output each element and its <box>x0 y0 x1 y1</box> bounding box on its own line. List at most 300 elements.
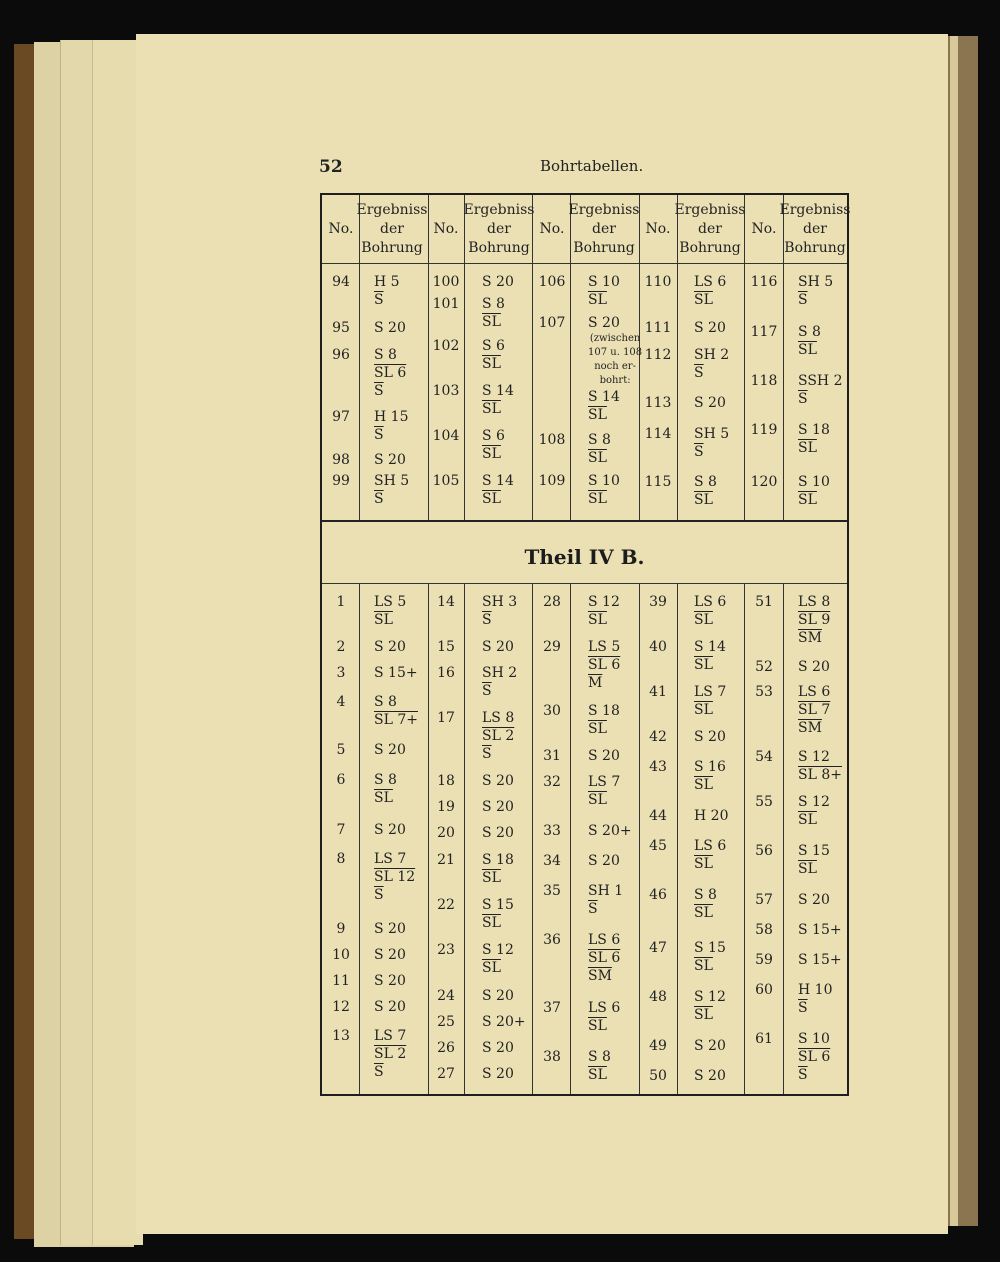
header-no: No. <box>539 221 565 237</box>
row-number: 51 <box>755 594 773 610</box>
column-rule <box>464 584 465 1094</box>
bore-result <box>482 1039 514 1057</box>
result-line: $\overline{SL}$ <box>798 812 817 828</box>
right-page-edge-2 <box>950 36 958 1226</box>
bore-result <box>374 319 406 337</box>
bore-result <box>694 988 726 1024</box>
row-number: 42 <box>649 729 667 745</box>
row-number: 9 <box>336 921 346 937</box>
result-line: $\overline{SL}$ <box>588 721 607 737</box>
result-line: LS 7 <box>374 1028 407 1044</box>
result-line: S 20 <box>694 395 726 411</box>
result-line: $\overline{SM}$ <box>798 630 822 646</box>
result-line: SL 9 <box>798 612 831 628</box>
bore-result <box>588 273 620 309</box>
row-number: 49 <box>649 1038 667 1054</box>
row-number: 37 <box>543 1000 561 1016</box>
result-line: H 15 <box>374 409 409 425</box>
bore-result <box>588 472 620 508</box>
bore-result <box>798 323 821 359</box>
result-line: LS 6 <box>588 1000 621 1016</box>
result-line: S 15 <box>482 897 514 913</box>
bore-result <box>374 593 406 629</box>
result-line: S 14 <box>482 473 514 489</box>
result-line: S 8 <box>374 694 397 710</box>
row-number: 115 <box>644 474 672 490</box>
bore-result <box>694 807 728 825</box>
result-line: $\overline{SL}$ <box>482 446 501 462</box>
bore-result <box>374 850 415 904</box>
column-rule <box>359 584 360 1094</box>
result-line: S 20 <box>374 822 406 838</box>
result-line: S 10 <box>588 274 620 290</box>
row-number: 26 <box>437 1040 455 1056</box>
result-line: $\overline{SL}$ <box>588 1018 607 1034</box>
row-number: 46 <box>649 887 667 903</box>
bore-result <box>798 372 843 408</box>
result-line: SL 7+ <box>374 712 418 728</box>
result-line: $\overline{S}$ <box>798 292 808 308</box>
row-number: 47 <box>649 940 667 956</box>
row-number: 41 <box>649 684 667 700</box>
section-title: Theil IV B. <box>524 545 645 569</box>
row-number: 105 <box>432 473 460 489</box>
row-number: 55 <box>755 794 773 810</box>
result-line: S 20 <box>374 999 406 1015</box>
result-line: $\overline{S}$ <box>374 292 384 308</box>
bore-result <box>798 891 830 909</box>
result-line: SL 8+ <box>798 767 842 783</box>
bore-result <box>588 747 620 765</box>
page-number: 52 <box>319 157 343 177</box>
bore-result <box>374 920 406 938</box>
row-number: 108 <box>538 432 566 448</box>
row-number: 110 <box>644 274 672 290</box>
bore-result <box>374 771 397 807</box>
header-result-line: der <box>380 221 404 237</box>
result-line: LS 6 <box>694 274 727 290</box>
bore-result <box>798 981 832 1017</box>
result-line: S 8 <box>374 347 397 363</box>
row-number: 14 <box>437 594 455 610</box>
result-line: $\overline{SL}$ <box>588 292 607 308</box>
bore-result <box>374 1027 406 1081</box>
result-line: $\overline{S}$ <box>482 683 492 699</box>
bore-result <box>588 431 611 467</box>
row-number: 21 <box>437 852 455 868</box>
bore-result <box>694 758 726 794</box>
header-result <box>777 201 853 258</box>
result-line: LS 6 <box>798 684 831 700</box>
column-rule <box>428 584 429 1094</box>
row-number: 60 <box>755 982 773 998</box>
row-number: 58 <box>755 922 773 938</box>
result-line: SL 6 <box>798 1049 831 1065</box>
result-line: $\overline{SL}$ <box>482 870 501 886</box>
result-line: $\overline{S}$ <box>798 1067 808 1083</box>
bore-result <box>482 427 505 463</box>
row-number: 34 <box>543 853 561 869</box>
row-number: 45 <box>649 838 667 854</box>
header-no: No. <box>433 221 459 237</box>
row-number: 119 <box>750 422 778 438</box>
header-result <box>566 201 642 258</box>
row-number: 56 <box>755 843 773 859</box>
bore-result <box>694 1037 726 1055</box>
row-number: 12 <box>332 999 350 1015</box>
result-line: S 20 <box>482 799 514 815</box>
bore-result <box>694 1067 726 1085</box>
result-line: $\overline{S}$ <box>374 887 384 903</box>
result-line: SH 3 <box>482 594 518 610</box>
result-line: $\overline{SL}$ <box>588 792 607 808</box>
result-line: S 18 <box>482 852 514 868</box>
row-number: 107 <box>538 315 566 331</box>
result-line: $\overline{S}$ <box>374 491 384 507</box>
row-number: 106 <box>538 274 566 290</box>
result-line: SSH 2 <box>798 373 843 389</box>
header-result-line: der <box>487 221 511 237</box>
header-result <box>354 201 430 258</box>
result-line: S 15+ <box>374 665 418 681</box>
bore-result <box>374 821 406 839</box>
bore-result <box>482 593 517 629</box>
header-result-line: Ergebniss <box>779 202 851 218</box>
bore-result <box>482 1013 526 1031</box>
bore-result <box>694 886 717 922</box>
result-line: $\overline{SL}$ <box>482 314 501 330</box>
header-no: No. <box>751 221 777 237</box>
row-number: 97 <box>332 409 350 425</box>
result-line: $\overline{SL}$ <box>798 342 817 358</box>
result-line: LS 6 <box>588 932 621 948</box>
bore-result <box>374 972 406 990</box>
result-line: $\overline{SL}$ <box>694 492 713 508</box>
row-number: 59 <box>755 952 773 968</box>
bore-result <box>694 837 726 873</box>
header-result-line: der <box>803 221 827 237</box>
result-line: S 20 <box>374 947 406 963</box>
result-line: S 16 <box>694 759 726 775</box>
result-line: S 20 <box>482 825 514 841</box>
bore-result <box>588 852 620 870</box>
bore-result <box>374 946 406 964</box>
result-line: S 20 <box>482 639 514 655</box>
result-line: $\overline{SM}$ <box>798 720 822 736</box>
result-line: S 20 <box>374 639 406 655</box>
result-line: S 15 <box>798 843 830 859</box>
bore-result <box>798 921 842 939</box>
result-line: SH 5 <box>694 426 730 442</box>
bore-result <box>694 394 726 412</box>
result-line: $\overline{SL}$ <box>482 915 501 931</box>
result-line: LS 6 <box>694 838 727 854</box>
result-note: 107 u. 108 <box>588 347 643 358</box>
row-number: 43 <box>649 759 667 775</box>
result-line: S 20 <box>482 1040 514 1056</box>
header-result-line: Ergebniss <box>674 202 746 218</box>
result-line: S 20 <box>374 973 406 989</box>
row-number: 15 <box>437 639 455 655</box>
row-number: 54 <box>755 749 773 765</box>
row-number: 104 <box>432 428 460 444</box>
bore-result <box>798 842 830 878</box>
row-number: 116 <box>750 274 778 290</box>
bore-result <box>374 638 406 656</box>
result-line: S 20 <box>694 1038 726 1054</box>
result-line: S 20 <box>374 320 406 336</box>
result-line: S 15+ <box>798 952 842 968</box>
result-line: H 20 <box>694 808 729 824</box>
row-number: 113 <box>644 395 672 411</box>
result-line: $\overline{SL}$ <box>798 861 817 877</box>
bore-result <box>694 425 729 461</box>
bore-result <box>482 664 517 700</box>
result-line: S 8 <box>482 296 505 312</box>
bore-result <box>482 987 514 1005</box>
bore-result <box>482 824 514 842</box>
row-number: 111 <box>644 320 672 336</box>
result-line: LS 5 <box>374 594 407 610</box>
bore-result <box>694 683 726 719</box>
bore-table <box>320 193 849 1096</box>
result-line: LS 5 <box>588 639 621 655</box>
result-line: SH 5 <box>374 473 410 489</box>
result-line: $\overline{M}$ <box>588 675 603 691</box>
header-result-line: Bohrung <box>784 240 846 256</box>
result-line: S 8 <box>694 474 717 490</box>
bore-result <box>482 273 514 291</box>
result-line: $\overline{SL}$ <box>374 612 393 628</box>
bore-result <box>694 346 729 382</box>
bore-result <box>374 451 406 469</box>
result-line: $\overline{SL}$ <box>694 777 713 793</box>
result-line: SH 5 <box>798 274 834 290</box>
result-line: $\overline{SL}$ <box>482 401 501 417</box>
result-line: S 15 <box>694 940 726 956</box>
row-number: 29 <box>543 639 561 655</box>
result-line: $\overline{S}$ <box>482 612 492 628</box>
bore-result <box>588 702 620 738</box>
section-rule <box>322 583 847 584</box>
row-number: 102 <box>432 338 460 354</box>
row-number: 98 <box>332 452 350 468</box>
header-result-line: Bohrung <box>468 240 530 256</box>
result-line: $\overline{SL}$ <box>374 790 393 806</box>
result-line: S 20 <box>694 729 726 745</box>
result-line: SH 1 <box>588 883 624 899</box>
row-number: 100 <box>432 274 460 290</box>
row-number: 96 <box>332 347 350 363</box>
column-rule <box>532 584 533 1094</box>
result-line: $\overline{SL}$ <box>588 612 607 628</box>
result-line: H 10 <box>798 982 833 998</box>
bore-result <box>374 273 400 309</box>
row-number: 117 <box>750 324 778 340</box>
result-line: $\overline{SL}$ <box>694 612 713 628</box>
running-title: Bohrtabellen. <box>540 157 644 175</box>
result-line: H 5 <box>374 274 400 290</box>
result-line: $\overline{S}$ <box>588 901 598 917</box>
result-line: SH 2 <box>694 347 730 363</box>
bore-result <box>798 273 833 309</box>
result-line: S 20 <box>588 853 620 869</box>
row-number: 2 <box>336 639 346 655</box>
result-line: S 20 <box>482 1066 514 1082</box>
header-result-line: der <box>592 221 616 237</box>
header-result-line: Ergebniss <box>356 202 428 218</box>
bore-result <box>694 638 726 674</box>
result-line: S 6 <box>482 428 505 444</box>
result-line: $\overline{SL}$ <box>482 960 501 976</box>
result-line: S 20+ <box>588 823 632 839</box>
result-line: S 6 <box>482 338 505 354</box>
bore-result <box>694 939 726 975</box>
row-number: 10 <box>332 947 350 963</box>
row-number: 40 <box>649 639 667 655</box>
result-line: S 10 <box>798 1031 830 1047</box>
result-line: S 20 <box>798 659 830 675</box>
header-result <box>461 201 537 258</box>
result-line: $\overline{SL}$ <box>588 450 607 466</box>
row-number: 5 <box>336 742 346 758</box>
row-number: 99 <box>332 473 350 489</box>
result-line: $\overline{SL}$ <box>694 958 713 974</box>
bore-result <box>694 728 726 746</box>
result-line: $\overline{SL}$ <box>798 440 817 456</box>
bore-result <box>374 408 408 444</box>
result-line: $\overline{SL}$ <box>694 702 713 718</box>
row-number: 52 <box>755 659 773 675</box>
row-number: 120 <box>750 474 778 490</box>
row-number: 48 <box>649 989 667 1005</box>
row-number: 53 <box>755 684 773 700</box>
result-line: SL 2 <box>482 728 515 744</box>
result-line: $\overline{S}$ <box>482 746 492 762</box>
bore-result <box>588 999 620 1035</box>
row-number: 57 <box>755 892 773 908</box>
row-number: 16 <box>437 665 455 681</box>
result-line: S 12 <box>798 794 830 810</box>
result-line: SL 7 <box>798 702 831 718</box>
result-line: S 12 <box>588 594 620 610</box>
result-line: SL 12 <box>374 869 416 885</box>
row-number: 8 <box>336 851 346 867</box>
result-line: $\overline{S}$ <box>374 427 384 443</box>
result-line: S 20 <box>482 988 514 1004</box>
row-number: 24 <box>437 988 455 1004</box>
bore-result <box>482 709 514 763</box>
bore-result <box>482 337 505 373</box>
bore-result <box>694 319 726 337</box>
row-number: 23 <box>437 942 455 958</box>
result-line: $\overline{SL}$ <box>588 407 607 423</box>
result-line: LS 7 <box>588 774 621 790</box>
bore-result <box>694 593 726 629</box>
result-line: $\overline{S}$ <box>374 383 384 399</box>
result-line: LS 8 <box>798 594 831 610</box>
bore-result <box>374 998 406 1016</box>
row-number: 31 <box>543 748 561 764</box>
bore-result <box>798 951 842 969</box>
result-line: $\overline{SL}$ <box>694 856 713 872</box>
column-rule <box>570 584 571 1094</box>
bore-result <box>798 473 830 509</box>
row-number: 38 <box>543 1049 561 1065</box>
bore-result <box>588 931 620 985</box>
bore-result <box>588 1048 611 1084</box>
row-number: 11 <box>332 973 350 989</box>
row-number: 1 <box>336 594 346 610</box>
bore-result <box>798 421 830 457</box>
bore-result <box>482 772 514 790</box>
result-line: S 15+ <box>798 922 842 938</box>
bore-result <box>798 593 830 647</box>
section-rule <box>322 520 847 522</box>
result-line: S 8 <box>588 432 611 448</box>
bore-result <box>798 748 842 784</box>
header-result-line: Ergebniss <box>568 202 640 218</box>
bore-result <box>482 295 505 331</box>
row-number: 17 <box>437 710 455 726</box>
result-line: $\overline{SL}$ <box>694 657 713 673</box>
result-line: $\overline{S}$ <box>694 444 704 460</box>
row-number: 36 <box>543 932 561 948</box>
result-line: S 18 <box>588 703 620 719</box>
bore-result <box>798 793 830 829</box>
header-no: No. <box>645 221 671 237</box>
result-line: S 20 <box>374 742 406 758</box>
row-number: 4 <box>336 694 346 710</box>
result-line: LS 7 <box>374 851 407 867</box>
bore-result <box>588 314 642 424</box>
row-number: 112 <box>644 347 672 363</box>
result-line: LS 6 <box>694 594 727 610</box>
bore-result <box>588 882 623 918</box>
header-rule <box>322 263 847 264</box>
bore-result <box>798 683 830 737</box>
book-spine <box>14 44 36 1239</box>
bore-result <box>482 382 514 418</box>
bore-result <box>588 638 620 692</box>
result-line: $\overline{S}$ <box>798 1000 808 1016</box>
bore-result <box>588 593 620 629</box>
row-number: 25 <box>437 1014 455 1030</box>
result-line: S 8 <box>374 772 397 788</box>
row-number: 61 <box>755 1031 773 1047</box>
result-note: (zwischen <box>589 333 641 344</box>
result-line: S 8 <box>694 887 717 903</box>
row-number: 114 <box>644 426 672 442</box>
result-line: SL 6 <box>374 365 407 381</box>
row-number: 20 <box>437 825 455 841</box>
result-note: bohrt: <box>599 375 631 386</box>
bore-result <box>482 851 514 887</box>
header-result-line: Bohrung <box>573 240 635 256</box>
bore-result <box>482 472 514 508</box>
bore-result <box>588 822 632 840</box>
result-line: S 14 <box>694 639 726 655</box>
result-line: LS 8 <box>482 710 515 726</box>
result-line: $\overline{S}$ <box>374 1064 384 1080</box>
row-number: 7 <box>336 822 346 838</box>
row-number: 22 <box>437 897 455 913</box>
column-rule <box>639 584 640 1094</box>
result-line: S 14 <box>588 389 620 405</box>
column-rule <box>744 584 745 1094</box>
bore-result <box>798 1030 830 1084</box>
result-line: LS 7 <box>694 684 727 700</box>
